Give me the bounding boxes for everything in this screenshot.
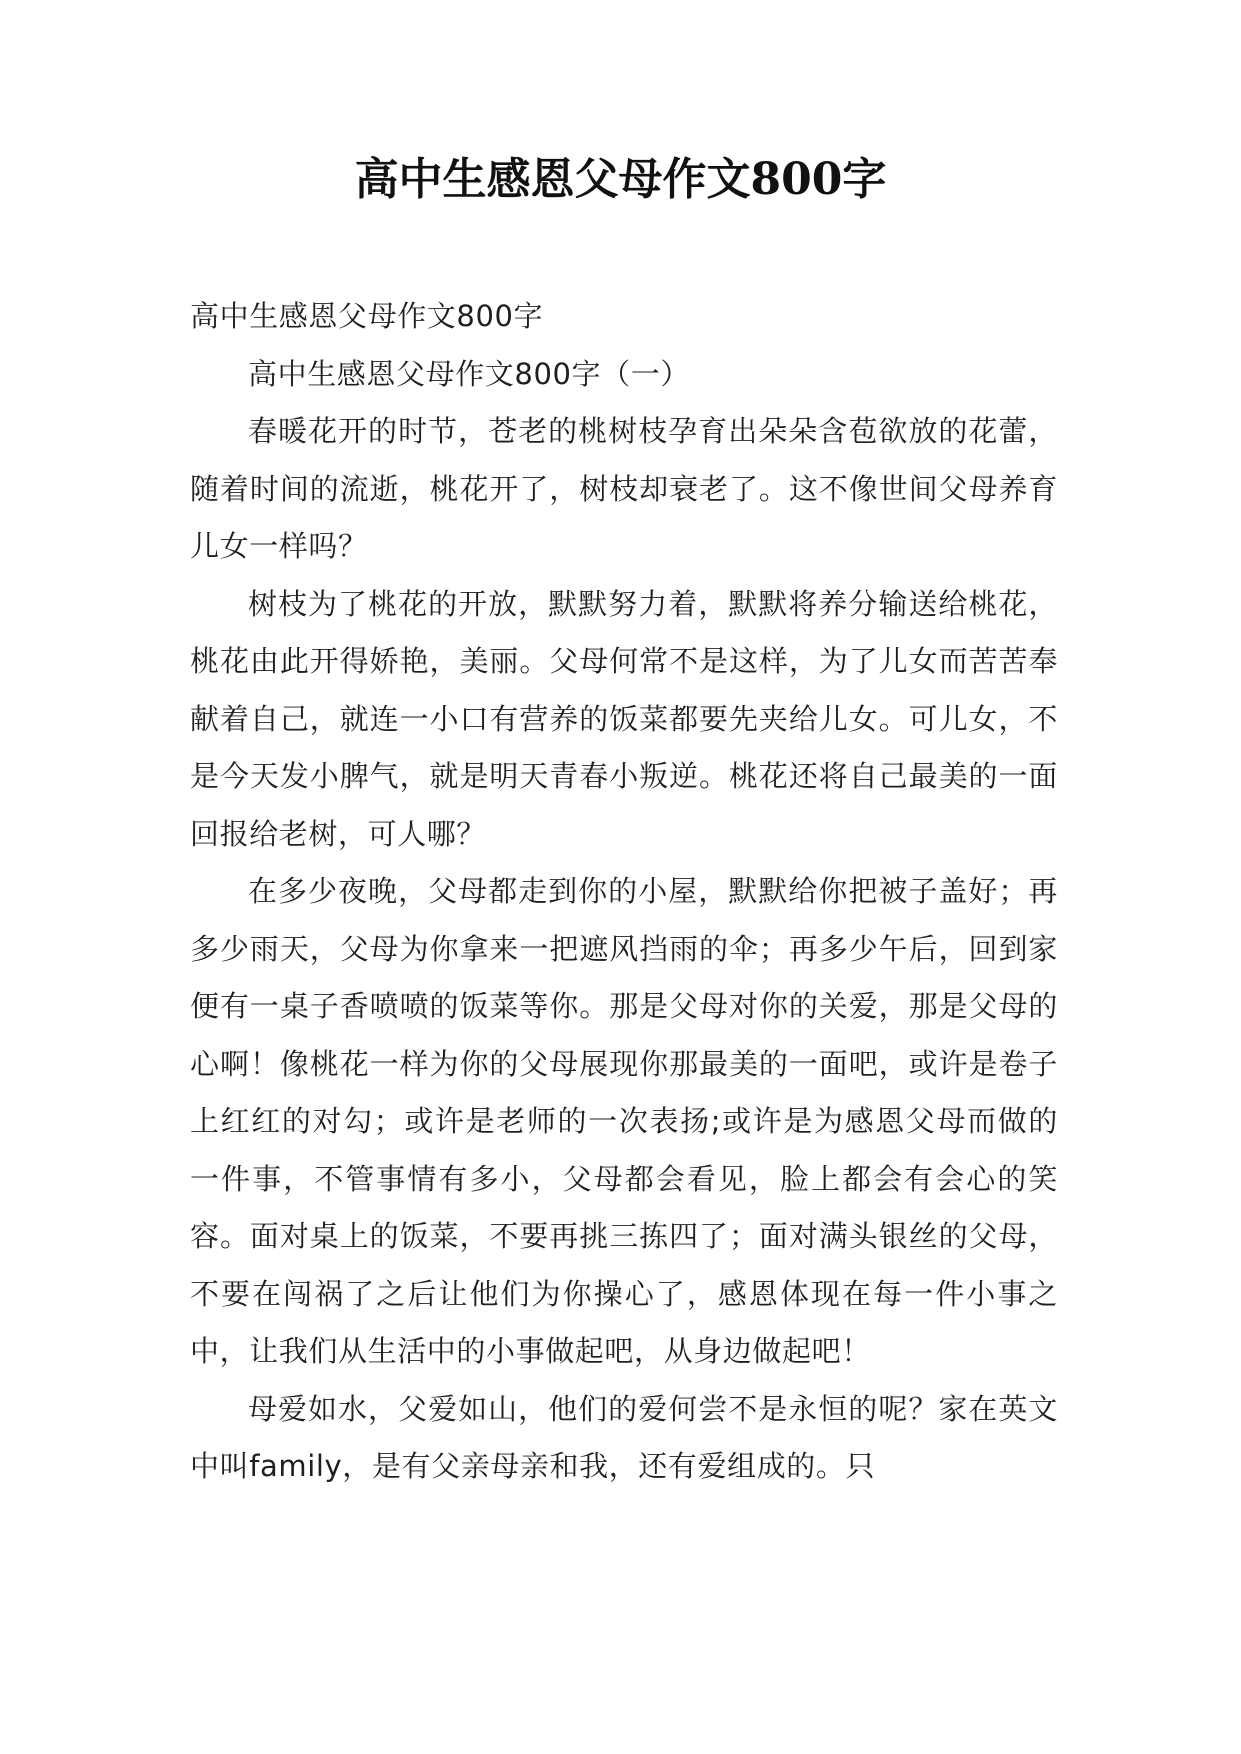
document-body [190,288,1058,1496]
paragraph: 春暖花开的时节，苍老的桃树枝孕育出朵朵含苞欲放的花蕾，随着时间的流逝，桃花开了，树枝却衰老了。这不像世间父母养育儿女一样吗？ [190,414,1058,563]
section-heading: 高中生感恩父母作文800字（一） [248,356,690,391]
heading-line: 高中生感恩父母作文800字 [190,299,544,333]
paragraph: 在多少夜晚，父母都走到你的小屋，默默给你把被子盖好；再多少雨天，父母为你拿来一把遮风挡雨的伞；再多少午后，回到家便有一桌子香喷喷的饭菜等你。那是父母对你的关爱，那是父母的心啊！像桃花一样为你的父母展现你那最美的一面吧，或许是卷子上红红的对勾；或许是老师的一次表扬;或许是为感恩父母而做的一件事，不管事情有多小，父母都会看见，脸上都会有会心的笑容。面对桌上的饭菜，不要再挑三拣四了；面对满头银丝的父母，不要在闯祸了之后让他们为你操心了，感恩体现在每一件小事之中，让我们从生活中的小事做起吧，从身边做起吧！ [190,874,1058,1368]
paragraph: 母爱如水，父爱如山，他们的爱何尝不是永恒的呢？家在英文中叫family，是有父亲母亲和我，还有爱组成的。只 [190,1391,1058,1483]
paragraph: 树枝为了桃花的开放，默默努力着，默默将养分输送给桃花，桃花由此开得娇艳，美丽。父母何常不是这样，为了儿女而苦苦奉献着自己，就连一小口有营养的饭菜都要先夹给儿女。可儿女，不是今天发小脾气，就是明天青春小叛逆。桃花还将自己最美的一面回报给老树，可人哪？ [190,586,1058,851]
document-title: 高中生感恩父母作文800字 [354,154,887,205]
